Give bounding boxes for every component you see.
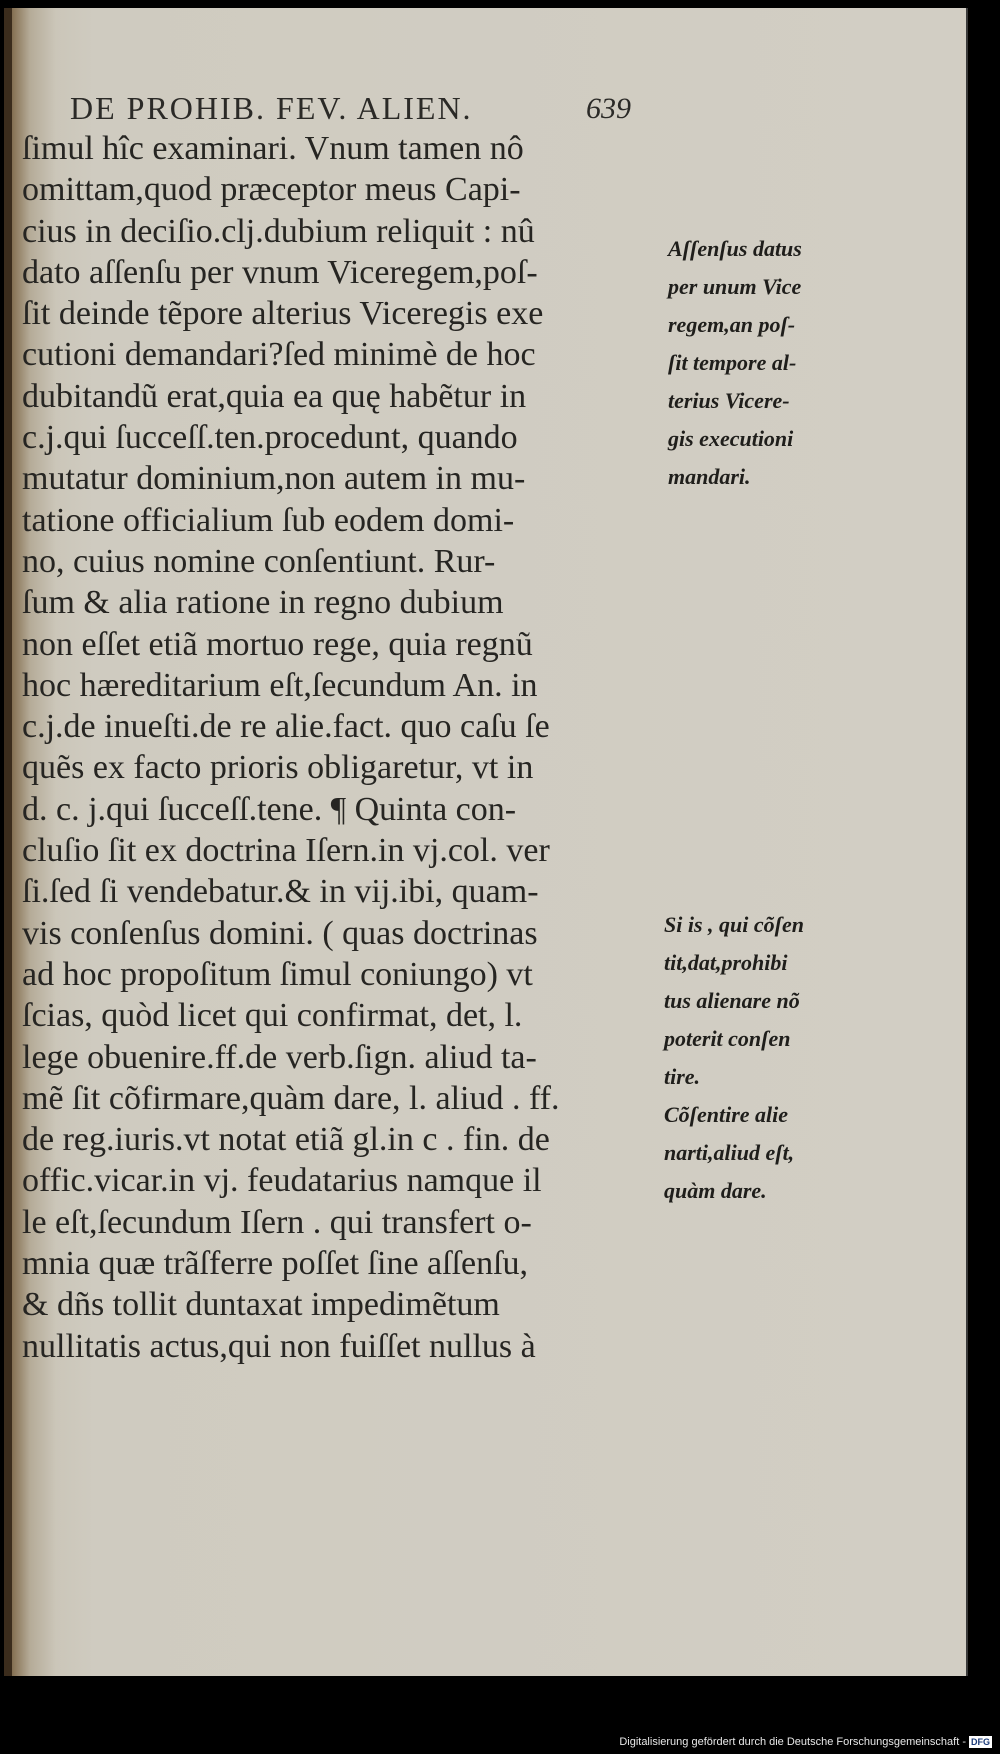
- text-line: cluſio ſit ex doctrina Iſern.in vj.col. ver: [22, 832, 550, 870]
- text-line: mẽ ſit cõfirmare,quàm dare, l. aliud . ff.: [22, 1079, 560, 1117]
- text-line: non eſſet etiã mortuo rege, quia regnũ: [22, 625, 533, 663]
- text-line: d. c. j.qui ſucceſſ.tene. ¶ Quinta con-: [22, 790, 517, 828]
- margin-note-line: terius Vicere-: [668, 388, 790, 413]
- margin-note-consent: [664, 906, 804, 1096]
- margin-note-assent: [668, 230, 802, 496]
- margin-note-line: per unum Vice: [668, 274, 802, 299]
- book-page: [4, 8, 968, 1676]
- margin-note-line: tire.: [664, 1064, 701, 1089]
- running-head: DE PROHIB. FEV. ALIEN.: [70, 90, 473, 126]
- text-line: nullitatis actus,qui non fuiſſet nullus à: [22, 1327, 536, 1365]
- margin-note-line: ſit tempore al-: [668, 350, 797, 375]
- text-line: cius in deciſio.clj.dubium reliquit : nû: [22, 212, 535, 250]
- text-line: quẽs ex facto prioris obligaretur, vt in: [22, 749, 534, 787]
- margin-note-line: quàm dare.: [664, 1178, 767, 1203]
- text-line: mnia quæ trãſferre poſſet ſine aſſenſu,: [22, 1245, 529, 1283]
- text-line: mutatur dominium,non autem in mu-: [22, 460, 526, 498]
- digitization-credit: [619, 1736, 992, 1748]
- margin-note-line: Si is , qui cõſen: [664, 912, 804, 937]
- dfg-logo: DFG: [971, 1737, 990, 1747]
- margin-note-line: gis executioni: [668, 426, 794, 451]
- text-line: cutioni demandari?ſed minimè de hoc: [22, 336, 536, 374]
- margin-note-alienation: [664, 1096, 794, 1210]
- text-line: ad hoc propoſitum ſimul coniungo) vt: [22, 955, 533, 993]
- text-line: no, cuius nomine conſentiunt. Rur-: [22, 542, 496, 580]
- text-line: ſcias, quòd licet qui confirmat, det, l.: [22, 997, 523, 1035]
- margin-note-line: tus alienare nõ: [664, 988, 800, 1013]
- text-line: lege obuenire.ff.de verb.ſign. aliud ta-: [22, 1038, 537, 1076]
- text-line: ſi.ſed ſi vendebatur.& in vij.ibi, quam-: [22, 873, 539, 911]
- margin-note-line: tit,dat,prohibi: [664, 950, 788, 975]
- margin-note-line: poterit conſen: [664, 1026, 791, 1051]
- credit-text: Digitalisierung gefördert durch die Deutsche Forschungsgemeinschaft -: [619, 1736, 966, 1748]
- text-line: ſum & alia ratione in regno dubium: [22, 584, 504, 622]
- margin-note-line: mandari.: [668, 464, 751, 489]
- text-line: offic.vicar.in vj. feudatarius namque il: [22, 1162, 542, 1200]
- text-line: omittam,quod præceptor meus Capi-: [22, 171, 521, 209]
- text-line: dato aſſenſu per vnum Viceregem,poſ-: [22, 253, 538, 291]
- text-line: c.j.de inueſti.de re alie.fact. quo caſu ſe: [22, 708, 550, 746]
- main-text-column: [22, 128, 654, 1367]
- text-line: hoc hæreditarium eſt,ſecundum An. in: [22, 666, 538, 704]
- text-line: tatione officialium ſub eodem domi-: [22, 501, 515, 539]
- page-number: 639: [586, 92, 631, 125]
- text-line: ſit deinde tẽpore alterius Viceregis exe: [22, 295, 544, 333]
- page-gutter: [4, 8, 12, 1676]
- text-line: & dñs tollit duntaxat impedimẽtum: [22, 1286, 500, 1324]
- text-line: de reg.iuris.vt notat etiã gl.in c . fin. de: [22, 1121, 550, 1159]
- text-line: le eſt,ſecundum Iſern . qui transfert o-: [22, 1203, 532, 1241]
- margin-note-line: narti,aliud eſt,: [664, 1140, 795, 1165]
- margin-note-line: regem,an poſ-: [668, 312, 796, 337]
- margin-note-line: Cõſentire alie: [664, 1102, 789, 1127]
- text-line: c.j.qui ſucceſſ.ten.procedunt, quando: [22, 419, 518, 457]
- text-line: ſimul hîc examinari. Vnum tamen nô: [22, 130, 524, 167]
- margin-note-line: Aſſenſus datus: [668, 236, 802, 261]
- text-line: dubitandũ erat,quia ea quę habẽtur in: [22, 377, 527, 415]
- text-line: vis conſenſus domini. ( quas doctrinas: [22, 914, 538, 952]
